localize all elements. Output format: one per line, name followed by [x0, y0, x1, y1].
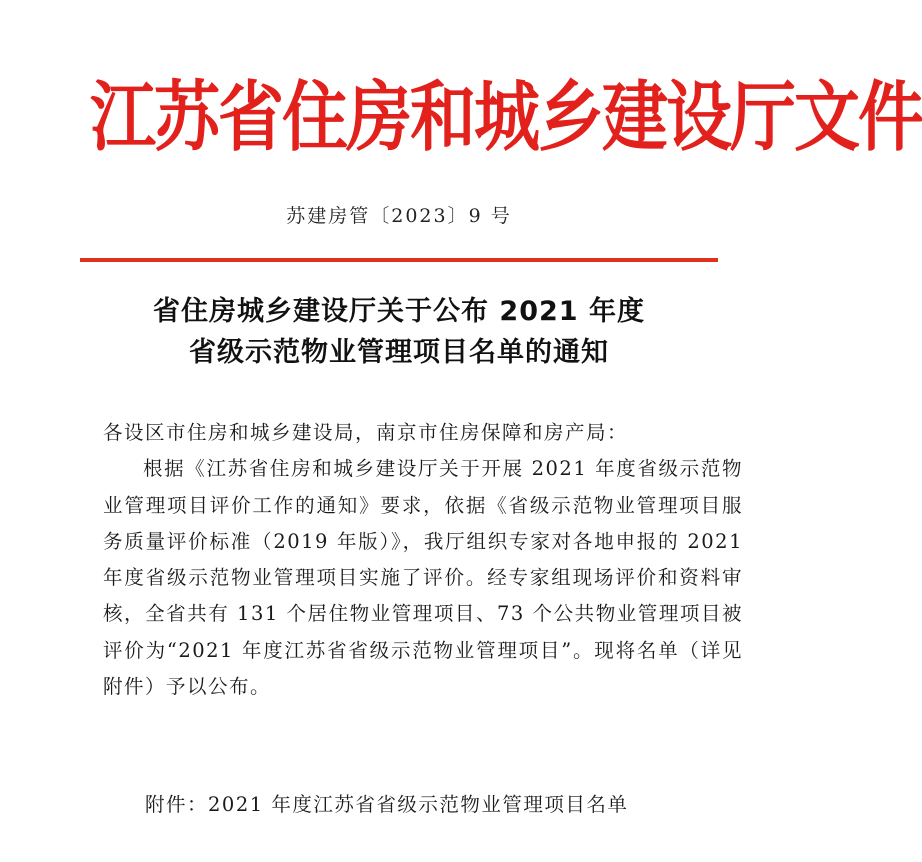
document-title-line-1: 省住房城乡建设厅关于公布 2021 年度: [153, 296, 645, 327]
document-masthead: 江苏省住房和城乡建设厅文件: [90, 73, 922, 162]
salutation: 各设区市住房和城乡建设局，南京市住房保障和房产局：: [103, 421, 629, 444]
attachment-line: 附件：2021 年度江苏省省级示范物业管理项目名单: [145, 793, 629, 816]
document-title-line-2: 省级示范物业管理项目名单的通知: [189, 337, 609, 368]
document-number: 苏建房管〔2023〕9 号: [286, 205, 512, 227]
document-body: [103, 415, 743, 705]
red-divider-line: [80, 258, 718, 262]
body-paragraph: 根据《江苏省住房和城乡建设厅关于开展 2021 年度省级示范物业管理项目评价工作的通知》要求，依据《省级示范物业管理项目服务质量评价标准（2019 年版）》，我厅组织专家对各地申报的 2021 年度省级示范物业管理项目实施了评价。经专家组现场评价和资料审核，全省共有 131 个居住物业管理项目、73 个公共物业管理项目被评价为“2021 年度江苏省省级示范物业管理项目”。现将名单（详见附件）予以公布。: [103, 457, 743, 699]
